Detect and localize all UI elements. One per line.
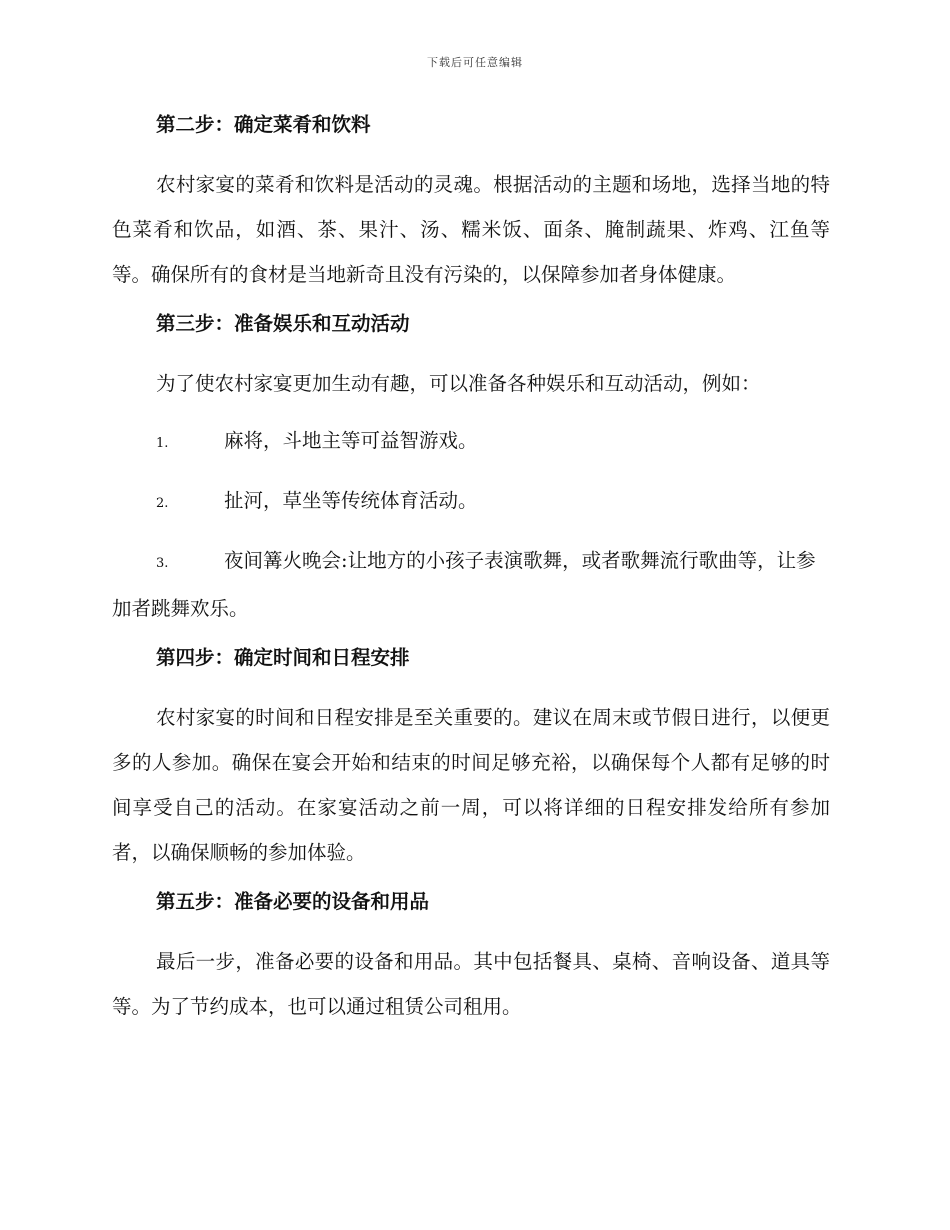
list-number: 1. [156, 436, 169, 451]
section-heading: 第四步：确定时间和日程安排 [156, 646, 410, 669]
section-paragraph: 农村家宴的菜肴和饮料是活动的灵魂。根据活动的主题和场地，选择当地的特色菜肴和饮品，如酒、茶、果汁、汤、糯米饭、面条、腌制蔬果、炸鸡、江鱼等等。确保所有的食材是当地新奇且没有污染的，以保障参加者身体健康。 [112, 173, 830, 286]
list-item [112, 538, 830, 631]
list-text: 夜间篝火晚会:让地方的小孩子表演歌舞，或者歌舞流行歌曲等，让参加者跳舞欢乐。 [112, 549, 816, 620]
list-number: 2. [156, 496, 169, 511]
section-heading: 第三步：准备娱乐和互动活动 [156, 312, 410, 335]
list-text: 麻将，斗地主等可益智游戏。 [224, 429, 478, 452]
section-paragraph: 为了使农村家宴更加生动有趣，可以准备各种娱乐和互动活动，例如： [156, 372, 761, 395]
section-heading: 第二步：确定菜肴和饮料 [156, 113, 371, 136]
list-text: 扯河，草坐等传统体育活动。 [224, 489, 478, 512]
section-paragraph: 农村家宴的时间和日程安排是至关重要的。建议在周末或节假日进行，以便更多的人参加。确保在宴会开始和结束的时间足够充裕，以确保每个人都有足够的时间享受自己的活动。在家宴活动之前一周，可以将详细的日程安排发给所有参加者，以确保顺畅的参加体验。 [112, 706, 830, 864]
section-heading: 第五步：准备必要的设备和用品 [156, 890, 430, 913]
section-paragraph: 最后一步，准备必要的设备和用品。其中包括餐具、桌椅、音响设备、道具等等。为了节约成本，也可以通过租赁公司租用。 [112, 950, 830, 1018]
list-number: 3. [156, 556, 169, 571]
header-note: 下载后可任意编辑 [427, 56, 523, 69]
list-item [112, 418, 830, 466]
document-body [112, 110, 830, 1029]
list-item [112, 478, 830, 526]
